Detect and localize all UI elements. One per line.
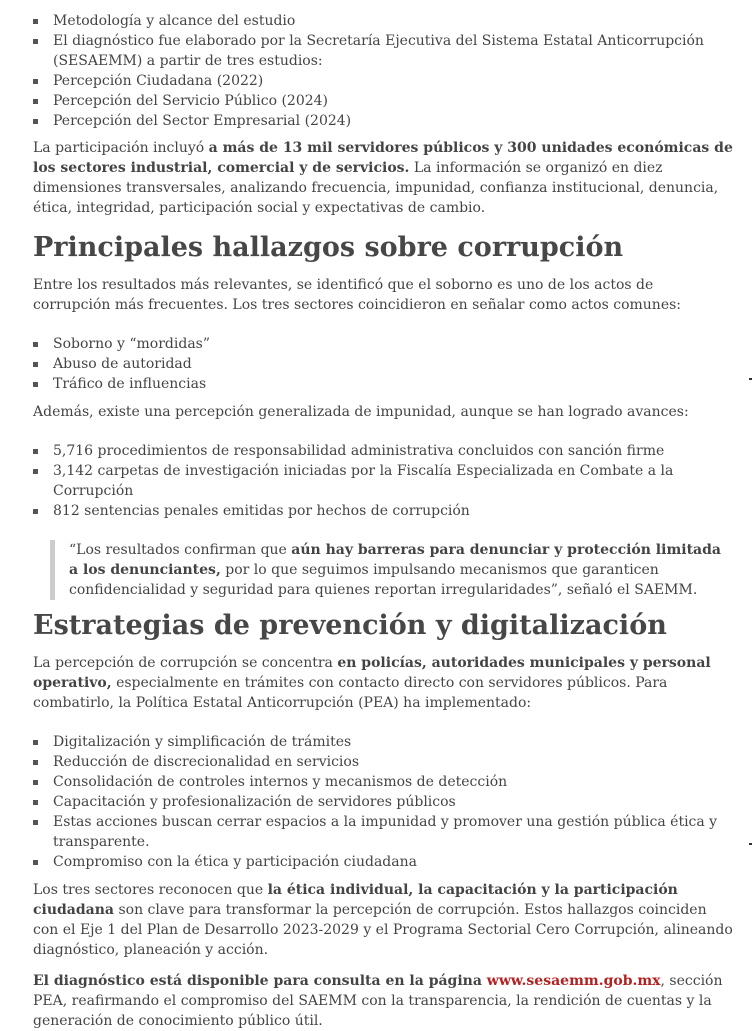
list-item: Metodología y alcance del estudio	[33, 11, 733, 31]
list-item: Abuso de autoridad	[33, 354, 733, 374]
list-item: 812 sentencias penales emitidas por hechos de corrupción	[33, 501, 733, 521]
closing-paragraph	[33, 880, 733, 960]
text: especialmente en trámites con contacto directo con servidores públicos. Para combatirlo, la Política Estatal Anticorrupción (PEA) ha implementado:	[33, 675, 668, 711]
strategies-list	[33, 732, 733, 872]
sesaemm-link[interactable]: www.sesaemm.gob.mx	[486, 973, 661, 989]
emphasis: en policías, autoridades municipales y personal operativo,	[33, 655, 711, 691]
advances-list	[33, 441, 733, 521]
list-item: Digitalización y simplificación de trámites	[33, 732, 733, 752]
text: “Los resultados confirman que	[69, 542, 292, 558]
blockquote	[50, 540, 729, 600]
text: por lo que seguimos impulsando mecanismos que garanticen confidencialidad y seguridad para quienes reportan irregularidades”, señaló el SAEMM.	[69, 562, 698, 598]
list-item: Soborno y “mordidas”	[33, 334, 733, 354]
emphasis: a más de 13 mil servidores públicos y 300 unidades económicas de los sectores industrial, comercial y de servicios.	[33, 140, 733, 176]
participation-paragraph	[33, 138, 733, 218]
text: La percepción de corrupción se concentra	[33, 655, 338, 671]
text: La participación incluyó	[33, 140, 209, 156]
methodology-list	[33, 11, 733, 131]
emphasis: aún hay barreras para denunciar y protección limitada a los denunciantes,	[69, 542, 721, 578]
list-item: Capacitación y profesionalización de servidores públicos	[33, 792, 733, 812]
strategies-heading: Estrategias de prevención y digitalización	[33, 610, 667, 641]
list-item: Reducción de discrecionalidad en servicios	[33, 752, 733, 772]
list-item: El diagnóstico fue elaborado por la Secretaría Ejecutiva del Sistema Estatal Anticorrupción (SESAEMM) a partir de tres estudios:	[33, 31, 733, 71]
article-body	[33, 11, 733, 1031]
corruption-acts-list	[33, 334, 733, 394]
list-item: Percepción Ciudadana (2022)	[33, 71, 733, 91]
text: , sección PEA, reafirmando el compromiso del SAEMM con la transparencia, la rendición de cuentas y la generación de conocimiento público útil.	[33, 973, 723, 1029]
text: Los tres sectores reconocen que	[33, 882, 268, 898]
list-item: 5,716 procedimientos de responsabilidad administrativa concluidos con sanción firme	[33, 441, 733, 461]
emphasis: la ética individual, la capacitación y la participación ciudadana	[33, 882, 678, 918]
list-item: Percepción del Servicio Público (2024)	[33, 91, 733, 111]
availability-paragraph	[33, 971, 733, 1031]
list-item: Consolidación de controles internos y mecanismos de detección	[33, 772, 733, 792]
list-item: Compromiso con la ética y participación ciudadana	[33, 852, 733, 872]
text: son clave para transformar la percepción de corrupción. Estos hallazgos coinciden con el Eje 1 del Plan de Desarrollo 2023-2029 y el Programa Sectorial Cero Corrupción, alineando diagnóstico, planeación y acción.	[33, 902, 733, 958]
strategies-intro	[33, 653, 733, 713]
list-item: Estas acciones buscan cerrar espacios a la impunidad y promover una gestión pública ética y transparente.	[33, 812, 733, 852]
findings-intro: Entre los resultados más relevantes, se identificó que el soborno es uno de los actos de corrupción más frecuentes. Los tres sectores coincidieron en señalar como actos comunes:	[33, 277, 682, 313]
emphasis: El diagnóstico está disponible para consulta en la página	[33, 973, 487, 989]
impunity-paragraph: Además, existe una percepción generalizada de impunidad, aunque se han logrado avances:	[33, 404, 689, 420]
list-item: 3,142 carpetas de investigación iniciadas por la Fiscalía Especializada en Combate a la Corrupción	[33, 461, 733, 501]
list-item: Tráfico de influencias	[33, 374, 733, 394]
list-item: Percepción del Sector Empresarial (2024)	[33, 111, 733, 131]
text: La información se organizó en diez dimensiones transversales, analizando frecuencia, impunidad, confianza institucional, denuncia, ética, integridad, participación social y expectativas de cambio.	[33, 160, 719, 216]
findings-heading: Principales hallazgos sobre corrupción	[33, 232, 624, 263]
